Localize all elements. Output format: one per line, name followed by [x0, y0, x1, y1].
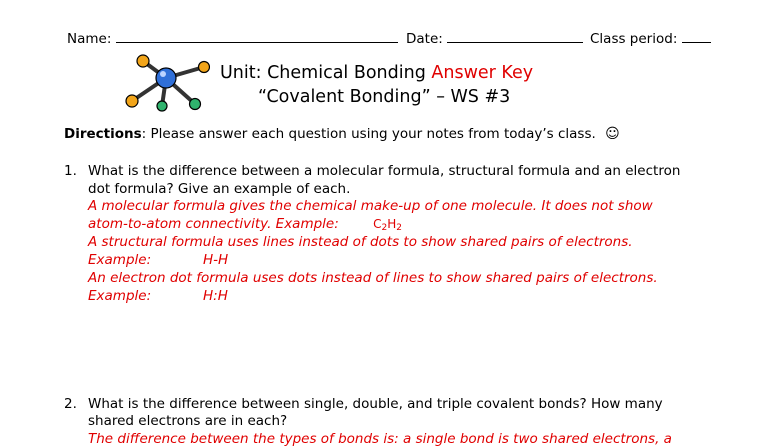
question-2-number: 2.: [64, 396, 77, 412]
question-2-line-2: shared electrons are in each?: [88, 413, 288, 429]
date-label: Date:: [406, 31, 443, 47]
class-period-field: [590, 30, 711, 47]
formula-hydrogen: H: [387, 217, 397, 231]
answer-1-example-label-dot: Example:: [88, 288, 152, 304]
answer-1-example-label-structural: Example:: [88, 252, 152, 268]
question-1-number: 1.: [64, 163, 77, 179]
date-blank[interactable]: [447, 30, 583, 43]
formula-hydrogen-subscript: 2: [396, 223, 402, 233]
class-period-label: Class period:: [590, 31, 678, 47]
molecule-model-icon: [118, 52, 210, 120]
answer-1-example-dot: H:H: [203, 288, 228, 304]
formula-carbon: C: [373, 217, 382, 231]
answer-1-example-text: atom-to-atom connectivity. Example:: [88, 216, 339, 232]
date-field: [406, 30, 583, 47]
name-field: [67, 30, 398, 47]
answer-1-line-2: [88, 216, 402, 233]
directions-text: : Please answer each question using your notes from today’s class.: [141, 126, 596, 142]
name-label: Name:: [67, 31, 112, 47]
directions-label: Directions: [64, 126, 142, 142]
smiley-icon: ☺: [605, 126, 620, 142]
answer-1-line-1: A molecular formula gives the chemical make-up of one molecule. It does not show: [88, 198, 653, 214]
class-period-blank[interactable]: [682, 30, 711, 43]
molecular-formula: [373, 217, 402, 231]
question-1-line-1: What is the difference between a molecular formula, structural formula and an electron: [88, 163, 681, 179]
answer-key-label: Answer Key: [431, 63, 534, 83]
question-1-line-2: dot formula? Give an example of each.: [88, 181, 351, 197]
name-blank[interactable]: [116, 30, 398, 43]
directions: [64, 126, 620, 142]
formula-carbon-subscript: 2: [381, 223, 388, 233]
answer-1-example-structural: H-H: [203, 252, 229, 268]
question-2-line-1: What is the difference between single, double, and triple covalent bonds? How many: [88, 396, 663, 412]
unit-title: [220, 63, 533, 83]
answer-1-line-3: A structural formula uses lines instead of dots to show shared pairs of electrons.: [88, 234, 633, 250]
worksheet-subtitle: “Covalent Bonding” – WS #3: [258, 87, 511, 107]
answer-1-line-5: An electron dot formula uses dots instead of lines to show shared pairs of electrons.: [88, 270, 658, 286]
answer-2-line-1: The difference between the types of bonds is: a single bond is two shared electrons, a: [88, 431, 672, 447]
unit-title-text: Unit: Chemical Bonding: [220, 63, 426, 83]
